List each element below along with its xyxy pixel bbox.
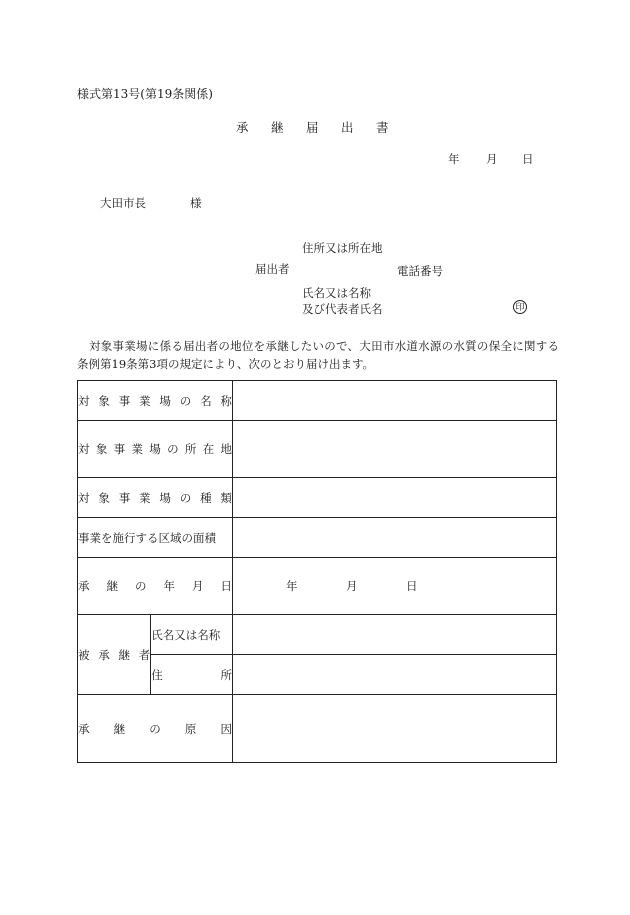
successor-address-label: 住 所 [151, 655, 233, 695]
facility-type-field[interactable] [233, 478, 557, 518]
succession-cause-label: 承 継 の 原 因 [78, 695, 233, 763]
phone-label: 電話番号 [397, 264, 443, 278]
date-day-label: 日 [522, 152, 534, 166]
addressee-name: 大田市長 [100, 196, 146, 210]
date-day-label: 日 [406, 579, 418, 593]
title-char: 承 [236, 120, 249, 135]
submission-date [448, 151, 534, 167]
table-row [78, 695, 557, 763]
succession-date-field[interactable] [233, 558, 557, 615]
form-number: 様式第13号(第19条関係) [77, 87, 213, 101]
representative-name-label: 及び代表者氏名 [302, 302, 383, 316]
applicant-name-label: 氏名又は名称 [302, 286, 371, 300]
project-area-field[interactable] [233, 518, 557, 558]
successor-label: 被 承 継 者 [78, 615, 151, 695]
table-row [78, 615, 557, 655]
successor-address-field[interactable] [233, 655, 557, 695]
body-paragraph: 対象事業場に係る届出者の地位を承継したいので、大田市水道水源の水質の保全に関する条例第19条第3項の規定により、次のとおり届け出ます。 [77, 339, 559, 371]
successor-name-label: 氏名又は名称 [151, 615, 233, 655]
table-row [78, 381, 557, 421]
table-row [78, 421, 557, 478]
facility-location-field[interactable] [233, 421, 557, 478]
seal-mark: 印 [513, 300, 527, 314]
succession-cause-field[interactable] [233, 695, 557, 763]
title-char: 継 [271, 120, 284, 135]
successor-name-field[interactable] [233, 615, 557, 655]
date-month-label: 月 [346, 579, 358, 593]
table-row [78, 478, 557, 518]
facility-location-label: 対 象 事 業 場 の 所 在 地 [78, 421, 233, 478]
filer-label: 届出者 [255, 262, 290, 276]
title-char: 届 [306, 120, 319, 135]
date-year-label: 年 [286, 579, 298, 593]
addressee-honorific: 様 [190, 196, 202, 210]
table-row [78, 558, 557, 615]
succession-date-label: 承 継 の 年 月 日 [78, 558, 233, 615]
table-row [78, 518, 557, 558]
facility-type-label: 対 象 事 業 場 の 種 類 [78, 478, 233, 518]
addressee [100, 195, 202, 211]
facility-name-label: 対 象 事 業 場 の 名 称 [78, 381, 233, 421]
facility-name-field[interactable] [233, 381, 557, 421]
succession-form-table [77, 380, 557, 763]
title-char: 出 [341, 120, 354, 135]
document-title [236, 118, 411, 136]
applicant-address-label: 住所又は所在地 [302, 241, 383, 255]
project-area-label: 事業を施行する区域の面積 [78, 518, 233, 558]
date-month-label: 月 [486, 152, 498, 166]
date-year-label: 年 [448, 152, 460, 166]
title-char: 書 [376, 120, 389, 135]
